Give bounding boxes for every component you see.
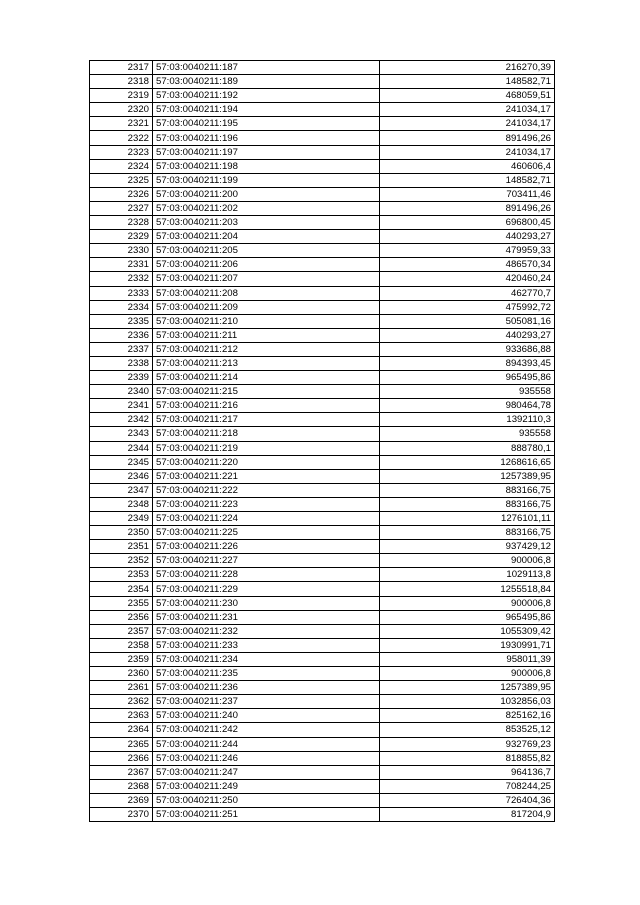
cadastral-value-cell: 708244,25 <box>380 779 555 793</box>
table-row <box>90 751 555 765</box>
cadastral-value-cell: 888780,1 <box>380 441 555 455</box>
cadastral-value-cell: 932769,23 <box>380 737 555 751</box>
row-number-cell: 2320 <box>90 103 153 117</box>
table-row <box>90 314 555 328</box>
row-number-cell: 2317 <box>90 61 153 75</box>
cadastral-number-cell: 57:03:0040211:214 <box>153 371 380 385</box>
cadastral-number-cell: 57:03:0040211:208 <box>153 286 380 300</box>
cadastral-number-cell: 57:03:0040211:210 <box>153 314 380 328</box>
cadastral-number-cell: 57:03:0040211:233 <box>153 638 380 652</box>
row-number-cell: 2358 <box>90 638 153 652</box>
cadastral-number-cell: 57:03:0040211:212 <box>153 342 380 356</box>
table-row <box>90 667 555 681</box>
table-row <box>90 427 555 441</box>
cadastral-number-cell: 57:03:0040211:244 <box>153 737 380 751</box>
cadastral-value-cell: 1257389,95 <box>380 469 555 483</box>
cadastral-number-cell: 57:03:0040211:222 <box>153 483 380 497</box>
table-row <box>90 371 555 385</box>
row-number-cell: 2338 <box>90 356 153 370</box>
row-number-cell: 2326 <box>90 187 153 201</box>
cadastral-number-cell: 57:03:0040211:228 <box>153 568 380 582</box>
cadastral-value-cell: 468059,51 <box>380 89 555 103</box>
cadastral-number-cell: 57:03:0040211:187 <box>153 61 380 75</box>
cadastral-number-cell: 57:03:0040211:231 <box>153 610 380 624</box>
cadastral-value-cell: 1276101,11 <box>380 512 555 526</box>
table-row <box>90 201 555 215</box>
row-number-cell: 2359 <box>90 652 153 666</box>
row-number-cell: 2333 <box>90 286 153 300</box>
row-number-cell: 2368 <box>90 779 153 793</box>
table-row <box>90 709 555 723</box>
cadastral-number-cell: 57:03:0040211:195 <box>153 117 380 131</box>
table-row <box>90 385 555 399</box>
cadastral-number-cell: 57:03:0040211:211 <box>153 328 380 342</box>
table-row <box>90 624 555 638</box>
cadastral-value-cell: 853525,12 <box>380 723 555 737</box>
table-row <box>90 483 555 497</box>
cadastral-number-cell: 57:03:0040211:216 <box>153 399 380 413</box>
cadastral-number-cell: 57:03:0040211:196 <box>153 131 380 145</box>
row-number-cell: 2348 <box>90 497 153 511</box>
cadastral-number-cell: 57:03:0040211:197 <box>153 145 380 159</box>
cadastral-value-cell: 475992,72 <box>380 300 555 314</box>
table-row <box>90 469 555 483</box>
row-number-cell: 2318 <box>90 75 153 89</box>
row-number-cell: 2342 <box>90 413 153 427</box>
table-row <box>90 286 555 300</box>
cadastral-value-cell: 900006,8 <box>380 596 555 610</box>
row-number-cell: 2351 <box>90 540 153 554</box>
table-row <box>90 300 555 314</box>
row-number-cell: 2335 <box>90 314 153 328</box>
table-row <box>90 526 555 540</box>
cadastral-value-cell: 460606,4 <box>380 159 555 173</box>
row-number-cell: 2370 <box>90 807 153 821</box>
table-row <box>90 75 555 89</box>
cadastral-value-cell: 486570,34 <box>380 258 555 272</box>
cadastral-value-cell: 900006,8 <box>380 554 555 568</box>
cadastral-value-cell: 696800,45 <box>380 216 555 230</box>
cadastral-value-cell: 900006,8 <box>380 667 555 681</box>
table-row <box>90 652 555 666</box>
row-number-cell: 2337 <box>90 342 153 356</box>
cadastral-number-cell: 57:03:0040211:224 <box>153 512 380 526</box>
cadastral-value-cell: 703411,46 <box>380 187 555 201</box>
cadastral-number-cell: 57:03:0040211:246 <box>153 751 380 765</box>
cadastral-number-cell: 57:03:0040211:207 <box>153 272 380 286</box>
table-row <box>90 413 555 427</box>
row-number-cell: 2324 <box>90 159 153 173</box>
row-number-cell: 2364 <box>90 723 153 737</box>
cadastral-number-cell: 57:03:0040211:217 <box>153 413 380 427</box>
cadastral-value-cell: 1032856,03 <box>380 695 555 709</box>
cadastral-number-cell: 57:03:0040211:209 <box>153 300 380 314</box>
table-row <box>90 187 555 201</box>
cadastral-value-cell: 894393,45 <box>380 356 555 370</box>
row-number-cell: 2354 <box>90 582 153 596</box>
cadastral-value-cell: 241034,17 <box>380 117 555 131</box>
cadastral-number-cell: 57:03:0040211:249 <box>153 779 380 793</box>
cadastral-value-cell: 440293,27 <box>380 230 555 244</box>
table-row <box>90 244 555 258</box>
cadastral-value-cell: 883166,75 <box>380 483 555 497</box>
table-row <box>90 356 555 370</box>
row-number-cell: 2365 <box>90 737 153 751</box>
cadastral-number-cell: 57:03:0040211:223 <box>153 497 380 511</box>
table-row <box>90 638 555 652</box>
row-number-cell: 2361 <box>90 681 153 695</box>
table-row <box>90 61 555 75</box>
cadastral-number-cell: 57:03:0040211:226 <box>153 540 380 554</box>
cadastral-number-cell: 57:03:0040211:200 <box>153 187 380 201</box>
cadastral-value-cell: 726404,36 <box>380 793 555 807</box>
cadastral-value-cell: 817204,9 <box>380 807 555 821</box>
cadastral-value-cell: 937429,12 <box>380 540 555 554</box>
cadastral-value-cell: 935558 <box>380 427 555 441</box>
table-row <box>90 216 555 230</box>
cadastral-value-cell: 1055309,42 <box>380 624 555 638</box>
row-number-cell: 2355 <box>90 596 153 610</box>
cadastral-number-cell: 57:03:0040211:220 <box>153 455 380 469</box>
cadastral-number-cell: 57:03:0040211:250 <box>153 793 380 807</box>
cadastral-value-cell: 965495,86 <box>380 610 555 624</box>
row-number-cell: 2357 <box>90 624 153 638</box>
table-row <box>90 328 555 342</box>
table-row <box>90 272 555 286</box>
table-row <box>90 568 555 582</box>
cadastral-number-cell: 57:03:0040211:198 <box>153 159 380 173</box>
row-number-cell: 2349 <box>90 512 153 526</box>
cadastral-number-cell: 57:03:0040211:199 <box>153 173 380 187</box>
cadastral-number-cell: 57:03:0040211:203 <box>153 216 380 230</box>
table-row <box>90 723 555 737</box>
cadastral-value-cell: 883166,75 <box>380 526 555 540</box>
table-row <box>90 230 555 244</box>
table-row <box>90 681 555 695</box>
table-row <box>90 117 555 131</box>
row-number-cell: 2344 <box>90 441 153 455</box>
cadastral-number-cell: 57:03:0040211:221 <box>153 469 380 483</box>
table-row <box>90 103 555 117</box>
table-row <box>90 554 555 568</box>
row-number-cell: 2330 <box>90 244 153 258</box>
cadastral-number-cell: 57:03:0040211:194 <box>153 103 380 117</box>
cadastral-value-cell: 1392110,3 <box>380 413 555 427</box>
row-number-cell: 2340 <box>90 385 153 399</box>
table-row <box>90 173 555 187</box>
row-number-cell: 2336 <box>90 328 153 342</box>
row-number-cell: 2332 <box>90 272 153 286</box>
cadastral-value-cell: 241034,17 <box>380 145 555 159</box>
cadastral-value-cell: 479959,33 <box>380 244 555 258</box>
row-number-cell: 2353 <box>90 568 153 582</box>
table-row <box>90 737 555 751</box>
row-number-cell: 2331 <box>90 258 153 272</box>
cadastral-number-cell: 57:03:0040211:219 <box>153 441 380 455</box>
cadastral-value-cell: 818855,82 <box>380 751 555 765</box>
row-number-cell: 2334 <box>90 300 153 314</box>
row-number-cell: 2339 <box>90 371 153 385</box>
table-row <box>90 765 555 779</box>
cadastral-value-cell: 958011,39 <box>380 652 555 666</box>
row-number-cell: 2360 <box>90 667 153 681</box>
cadastral-number-cell: 57:03:0040211:204 <box>153 230 380 244</box>
row-number-cell: 2366 <box>90 751 153 765</box>
table-row <box>90 89 555 103</box>
cadastral-value-cell: 935558 <box>380 385 555 399</box>
cadastral-number-cell: 57:03:0040211:202 <box>153 201 380 215</box>
row-number-cell: 2327 <box>90 201 153 215</box>
cadastral-number-cell: 57:03:0040211:189 <box>153 75 380 89</box>
cadastral-number-cell: 57:03:0040211:205 <box>153 244 380 258</box>
table-row <box>90 779 555 793</box>
table-row <box>90 793 555 807</box>
cadastral-number-cell: 57:03:0040211:230 <box>153 596 380 610</box>
cadastral-value-cell: 148582,71 <box>380 173 555 187</box>
cadastral-value-cell: 462770,7 <box>380 286 555 300</box>
table-row <box>90 159 555 173</box>
table-row <box>90 497 555 511</box>
cadastral-value-cell: 883166,75 <box>380 497 555 511</box>
row-number-cell: 2329 <box>90 230 153 244</box>
cadastral-number-cell: 57:03:0040211:225 <box>153 526 380 540</box>
row-number-cell: 2328 <box>90 216 153 230</box>
table-row <box>90 807 555 821</box>
cadastral-number-cell: 57:03:0040211:247 <box>153 765 380 779</box>
table-row <box>90 540 555 554</box>
cadastral-value-cell: 241034,17 <box>380 103 555 117</box>
cadastral-number-cell: 57:03:0040211:192 <box>153 89 380 103</box>
cadastral-value-cell: 964136,7 <box>380 765 555 779</box>
cadastral-number-cell: 57:03:0040211:234 <box>153 652 380 666</box>
row-number-cell: 2347 <box>90 483 153 497</box>
cadastral-number-cell: 57:03:0040211:251 <box>153 807 380 821</box>
cadastral-value-cell: 965495,86 <box>380 371 555 385</box>
cadastral-number-cell: 57:03:0040211:235 <box>153 667 380 681</box>
cadastral-value-cell: 420460,24 <box>380 272 555 286</box>
cadastral-number-cell: 57:03:0040211:213 <box>153 356 380 370</box>
cadastral-number-cell: 57:03:0040211:242 <box>153 723 380 737</box>
cadastral-value-cell: 1257389,95 <box>380 681 555 695</box>
cadastral-value-cell: 933686,88 <box>380 342 555 356</box>
row-number-cell: 2321 <box>90 117 153 131</box>
row-number-cell: 2323 <box>90 145 153 159</box>
row-number-cell: 2362 <box>90 695 153 709</box>
cadastral-value-cell: 980464,78 <box>380 399 555 413</box>
row-number-cell: 2343 <box>90 427 153 441</box>
cadastral-number-cell: 57:03:0040211:218 <box>153 427 380 441</box>
row-number-cell: 2367 <box>90 765 153 779</box>
table-body <box>90 61 555 822</box>
row-number-cell: 2346 <box>90 469 153 483</box>
table-row <box>90 695 555 709</box>
table-row <box>90 131 555 145</box>
table-row <box>90 582 555 596</box>
table-row <box>90 455 555 469</box>
row-number-cell: 2352 <box>90 554 153 568</box>
row-number-cell: 2350 <box>90 526 153 540</box>
cadastral-value-cell: 891496,26 <box>380 201 555 215</box>
row-number-cell: 2356 <box>90 610 153 624</box>
table-row <box>90 258 555 272</box>
row-number-cell: 2325 <box>90 173 153 187</box>
table-row <box>90 512 555 526</box>
cadastral-number-cell: 57:03:0040211:236 <box>153 681 380 695</box>
cadastral-value-cell: 1268616,65 <box>380 455 555 469</box>
cadastral-number-cell: 57:03:0040211:227 <box>153 554 380 568</box>
cadastral-value-cell: 216270,39 <box>380 61 555 75</box>
cadastral-number-cell: 57:03:0040211:240 <box>153 709 380 723</box>
cadastral-number-cell: 57:03:0040211:237 <box>153 695 380 709</box>
table-row <box>90 441 555 455</box>
cadastral-number-cell: 57:03:0040211:215 <box>153 385 380 399</box>
cadastral-value-cell: 440293,27 <box>380 328 555 342</box>
table-row <box>90 610 555 624</box>
cadastral-value-cell: 1255518,84 <box>380 582 555 596</box>
row-number-cell: 2363 <box>90 709 153 723</box>
cadastral-number-cell: 57:03:0040211:232 <box>153 624 380 638</box>
table-row <box>90 596 555 610</box>
table-row <box>90 145 555 159</box>
cadastral-value-cell: 891496,26 <box>380 131 555 145</box>
row-number-cell: 2322 <box>90 131 153 145</box>
row-number-cell: 2369 <box>90 793 153 807</box>
row-number-cell: 2319 <box>90 89 153 103</box>
table-row <box>90 399 555 413</box>
cadastral-number-cell: 57:03:0040211:206 <box>153 258 380 272</box>
cadastral-value-table <box>89 60 555 822</box>
cadastral-number-cell: 57:03:0040211:229 <box>153 582 380 596</box>
row-number-cell: 2341 <box>90 399 153 413</box>
cadastral-value-cell: 1029113,8 <box>380 568 555 582</box>
cadastral-value-cell: 1930991,71 <box>380 638 555 652</box>
cadastral-value-cell: 825162,16 <box>380 709 555 723</box>
cadastral-value-cell: 505081,16 <box>380 314 555 328</box>
table-row <box>90 342 555 356</box>
cadastral-value-cell: 148582,71 <box>380 75 555 89</box>
row-number-cell: 2345 <box>90 455 153 469</box>
